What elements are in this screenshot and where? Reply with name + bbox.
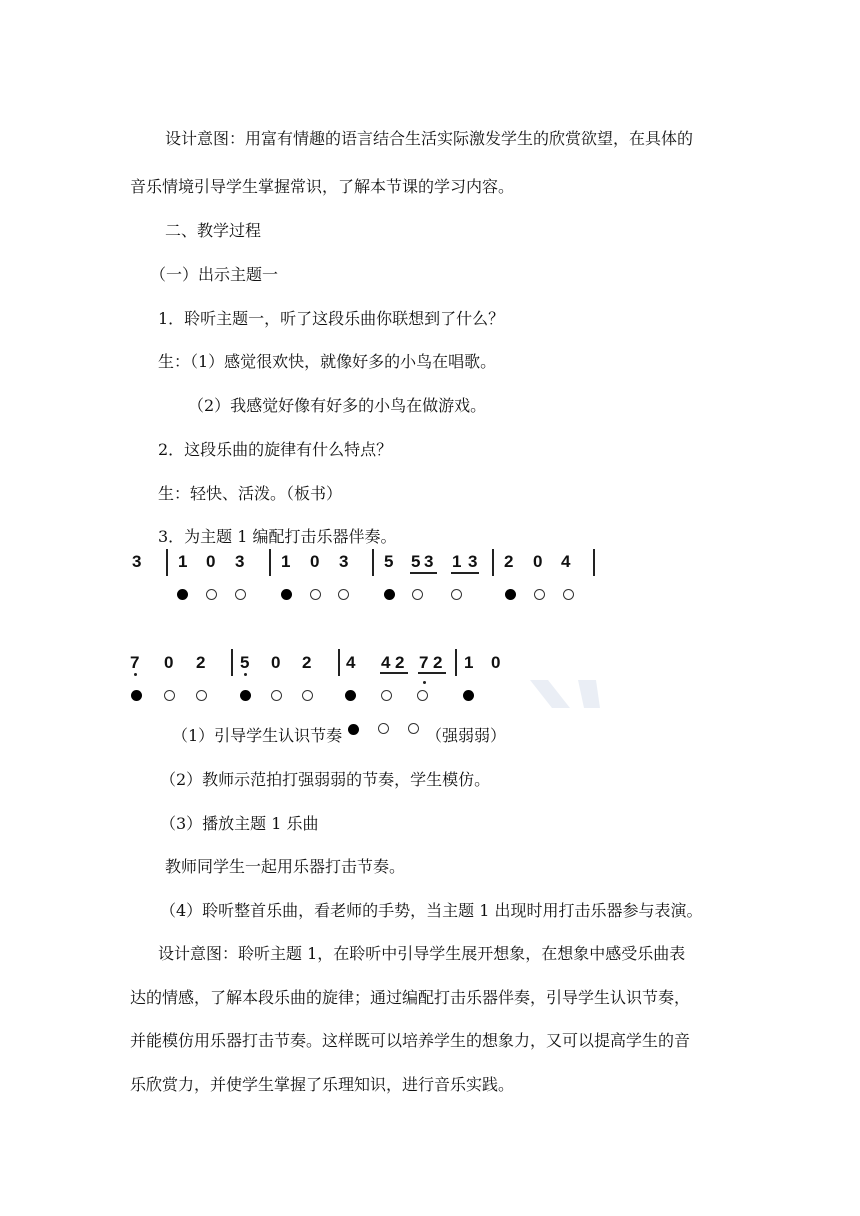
weak-beat-dot [451,589,462,600]
weak-beat-dot [302,690,313,701]
score-note: 1 [281,552,291,571]
score-note: 0 [491,653,501,672]
legend-strong-beat-dot [348,724,359,735]
answer-3: 生：轻快、活泼。（板书） [158,484,343,503]
section-title: 二、教学过程 [165,221,262,240]
bar-line [231,649,233,676]
score-note: 3 [468,552,478,571]
weak-beat-dot [164,690,175,701]
weak-beat-dot [310,589,321,600]
answer-1: 生：（1）感觉很欢快，就像好多的小鸟在唱歌。 [158,352,497,371]
score-note: 3 [132,552,142,571]
step-1-prefix: （1）引导学生认识节奏 [172,726,343,745]
weak-beat-dot [563,589,574,600]
design-intent-2-line-1: 设计意图：聆听主题 1，在聆听中引导学生展开想象，在想象中感受乐曲表 [158,944,686,963]
answer-2: （2）我感觉好像有好多的小鸟在做游戏。 [188,396,487,415]
score-note: 0 [310,552,320,571]
weak-beat-dot [338,589,349,600]
score-note: 0 [164,653,174,672]
bar-line [455,649,457,676]
step-1-suffix: （强弱弱） [426,726,507,745]
score-note: 4 [381,653,391,672]
score-note: 2 [504,552,514,571]
bar-line [338,649,340,676]
score-note: 0 [533,552,543,571]
bar-line [593,549,595,576]
weak-beat-dot [206,589,217,600]
strong-beat-dot [281,589,292,600]
weak-beat-dot [417,690,428,701]
weak-beat-dot [271,690,282,701]
lower-octave-dot [134,673,137,676]
lower-octave-dot [423,681,426,684]
score-note: 5 [240,653,250,672]
note-underline [418,672,446,674]
score-note: 4 [346,653,356,672]
score-note: 1 [178,552,188,571]
bar-line [372,549,374,576]
score-note: 4 [561,552,571,571]
subsection-title: （一）出示主题一 [150,265,279,284]
score-note: 5 [384,552,394,571]
design-intent-2-line-2: 达的情感，了解本段乐曲的旋律；通过编配打击乐器伴奏，引导学生认识节奏， [130,988,691,1007]
step-4: （4）聆听整首乐曲，看老师的手势，当主题 1 出现时用打击乐器参与表演。 [160,901,703,920]
score-note: 2 [395,653,405,672]
legend-weak-beat-dot [378,723,389,734]
step-1 [172,726,342,746]
score-note: 2 [433,653,443,672]
score-note: 5 [411,552,421,571]
note-underline [380,672,408,674]
design-intent-2-line-4: 乐欣赏力，并使学生掌握了乐理知识，进行音乐实践。 [130,1075,515,1094]
step-3-detail: 教师同学生一起用乐器打击节奏。 [165,857,406,876]
score-note: 1 [452,552,462,571]
design-intent-1-line-2: 音乐情境引导学生掌握常识，了解本节课的学习内容。 [130,177,515,196]
score-note: 3 [424,552,434,571]
score-note: 7 [419,653,429,672]
question-1: 1．聆听主题一，听了这段乐曲你联想到了什么？ [158,309,505,328]
score-note: 0 [271,653,281,672]
question-3: 3．为主题 1 编配打击乐器伴奏。 [158,527,397,546]
lower-octave-dot [244,673,247,676]
strong-beat-dot [131,690,142,701]
design-intent-2-line-3: 并能模仿用乐器打击节奏。这样既可以培养学生的想象力，又可以提高学生的音 [130,1031,691,1050]
bar-line [166,549,168,576]
strong-beat-dot [345,690,356,701]
design-intent-1-line-1: 设计意图：用富有情趣的语言结合生活实际激发学生的欣赏欲望，在具体的 [165,129,694,148]
note-underline [451,572,479,574]
weak-beat-dot [381,690,392,701]
weak-beat-dot [196,690,207,701]
bar-line [269,549,271,576]
strong-beat-dot [240,690,251,701]
strong-beat-dot [384,589,395,600]
weak-beat-dot [235,589,246,600]
question-2: 2．这段乐曲的旋律有什么特点？ [158,440,393,459]
legend-weak-beat-dot [408,723,419,734]
score-note: 1 [464,653,474,672]
score-note: 0 [206,552,216,571]
score-note: 7 [130,653,140,672]
strong-beat-dot [505,589,516,600]
bar-line [492,549,494,576]
score-note: 2 [196,653,206,672]
weak-beat-dot [412,589,423,600]
note-underline [410,572,437,574]
step-3: （3）播放主题 1 乐曲 [160,814,319,833]
score-note: 3 [235,552,245,571]
watermark-shape [530,680,600,708]
score-note: 3 [339,552,349,571]
score-note: 2 [302,653,312,672]
step-2: （2）教师示范拍打强弱弱的节奏，学生模仿。 [160,770,491,789]
strong-beat-dot [177,589,188,600]
weak-beat-dot [534,589,545,600]
strong-beat-dot [463,690,474,701]
